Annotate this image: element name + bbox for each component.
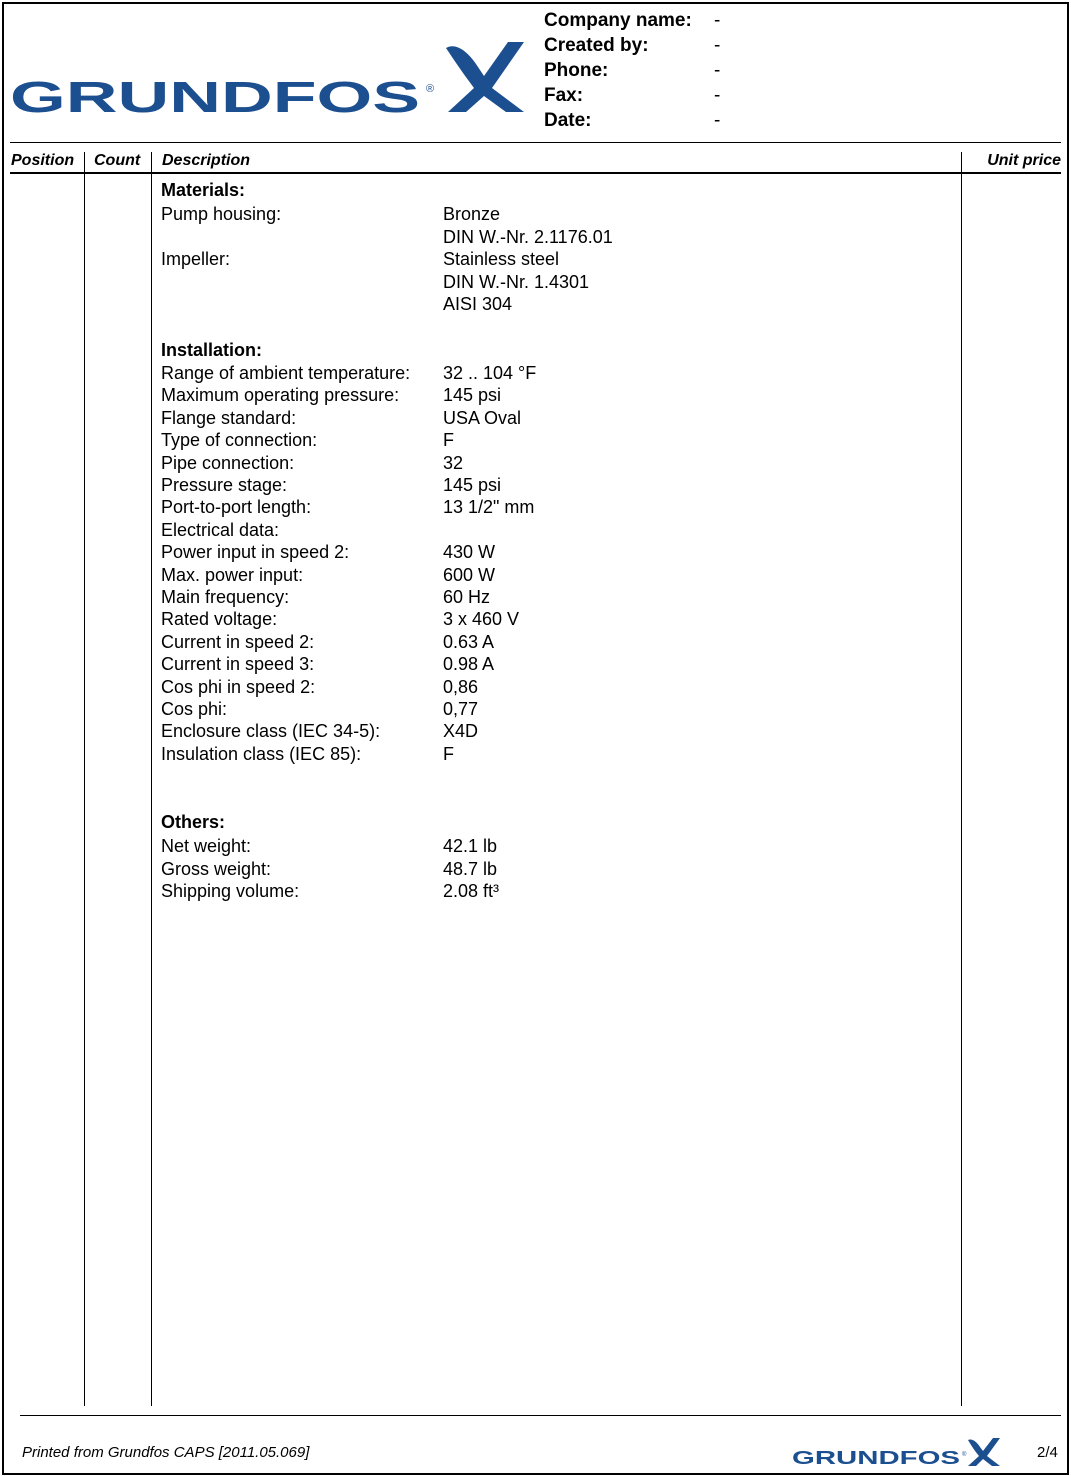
spec-label: Insulation class (IEC 85): bbox=[161, 743, 362, 764]
spec-value: 60 Hz bbox=[443, 587, 491, 607]
spec-label: Main frequency: bbox=[161, 587, 290, 607]
footer-logo bbox=[792, 1436, 1002, 1468]
header-rule bbox=[10, 142, 1061, 143]
column-header-position: Position bbox=[11, 152, 75, 169]
info-label: Company name: bbox=[544, 10, 692, 31]
info-label: Phone: bbox=[544, 60, 609, 81]
spec-value: DIN W.-Nr. 2.1176.01 bbox=[443, 226, 613, 247]
section-title-materials: Materials: bbox=[161, 180, 246, 200]
footer-rule bbox=[20, 1415, 1061, 1416]
column-divider bbox=[961, 152, 962, 1406]
svg-text:®: ® bbox=[962, 1452, 967, 1458]
grundfos-symbol-icon bbox=[968, 1438, 1000, 1466]
spec-value: F bbox=[443, 743, 454, 764]
spec-value: 430 W bbox=[443, 542, 496, 563]
spec-value: Stainless steel bbox=[443, 249, 560, 269]
footer-logo-wordmark: GRUNDFOS bbox=[792, 1448, 960, 1468]
info-value: - bbox=[714, 35, 721, 56]
spec-label: Pump housing: bbox=[161, 204, 282, 224]
spec-value: USA Oval bbox=[443, 407, 522, 428]
column-header-count: Count bbox=[94, 152, 141, 169]
spec-value: AISI 304 bbox=[443, 294, 513, 314]
spec-value: 145 psi bbox=[443, 385, 502, 406]
spec-value: 13 1/2" mm bbox=[443, 497, 535, 518]
spec-label: Net weight: bbox=[161, 836, 252, 856]
spec-label: Impeller: bbox=[161, 249, 231, 269]
section-title-installation: Installation: bbox=[161, 340, 263, 360]
spec-value: 42.1 lb bbox=[443, 836, 498, 856]
spec-label: Rated voltage: bbox=[161, 609, 278, 630]
spec-label: Pipe connection: bbox=[161, 452, 295, 473]
spec-label: Electrical data: bbox=[161, 519, 280, 540]
info-value: - bbox=[714, 110, 721, 131]
spec-value: 600 W bbox=[443, 564, 496, 585]
info-value: - bbox=[714, 60, 721, 81]
section-title-others: Others: bbox=[161, 812, 226, 832]
spec-value: 145 psi bbox=[443, 475, 502, 495]
column-divider bbox=[151, 152, 152, 1406]
spec-label: Pressure stage: bbox=[161, 475, 288, 495]
spec-label: Maximum operating pressure: bbox=[161, 385, 400, 406]
grundfos-symbol-icon bbox=[446, 42, 524, 112]
spec-label: Flange standard: bbox=[161, 407, 297, 428]
spec-value: F bbox=[443, 430, 454, 451]
spec-label: Gross weight: bbox=[161, 858, 272, 879]
grundfos-logo bbox=[8, 38, 533, 118]
info-label: Date: bbox=[544, 110, 592, 131]
info-label: Fax: bbox=[544, 85, 584, 106]
svg-text:®: ® bbox=[426, 83, 435, 95]
spec-label: Power input in speed 2: bbox=[161, 542, 350, 563]
column-header-rule bbox=[10, 172, 1061, 174]
page-number: 2/4 bbox=[1037, 1444, 1058, 1461]
logo-wordmark: GRUNDFOS bbox=[10, 73, 420, 118]
column-header-description: Description bbox=[162, 152, 251, 169]
printed-from: Printed from Grundfos CAPS [2011.05.069] bbox=[22, 1444, 310, 1461]
spec-label: Enclosure class (IEC 34-5): bbox=[161, 721, 381, 742]
spec-label: Current in speed 2: bbox=[161, 631, 315, 652]
info-value: - bbox=[714, 85, 721, 106]
spec-value: Bronze bbox=[443, 204, 501, 224]
spec-label: Max. power input: bbox=[161, 564, 304, 585]
spec-value: 32 .. 104 °F bbox=[443, 363, 537, 383]
spec-label: Shipping volume: bbox=[161, 881, 300, 901]
spec-value: 0.63 A bbox=[443, 631, 495, 652]
spec-label: Cos phi: bbox=[161, 699, 228, 719]
info-label: Created by: bbox=[544, 35, 649, 56]
spec-value: 0.98 A bbox=[443, 654, 495, 675]
spec-value: 0,86 bbox=[443, 676, 479, 697]
spec-value: DIN W.-Nr. 1.4301 bbox=[443, 271, 590, 292]
spec-value: 0,77 bbox=[443, 699, 479, 719]
spec-label: Range of ambient temperature: bbox=[161, 363, 411, 383]
spec-label: Cos phi in speed 2: bbox=[161, 676, 316, 697]
spec-value: 3 x 460 V bbox=[443, 609, 520, 630]
spec-value: 48.7 lb bbox=[443, 858, 498, 879]
spec-value: 2.08 ft³ bbox=[443, 881, 500, 901]
spec-label: Current in speed 3: bbox=[161, 654, 315, 675]
spec-label: Type of connection: bbox=[161, 430, 318, 451]
spec-label: Port-to-port length: bbox=[161, 497, 312, 518]
spec-value: X4D bbox=[443, 721, 479, 742]
spec-value: 32 bbox=[443, 452, 464, 473]
column-divider bbox=[84, 152, 85, 1406]
info-value: - bbox=[714, 10, 721, 31]
column-header-unit-price: Unit price bbox=[987, 152, 1061, 169]
